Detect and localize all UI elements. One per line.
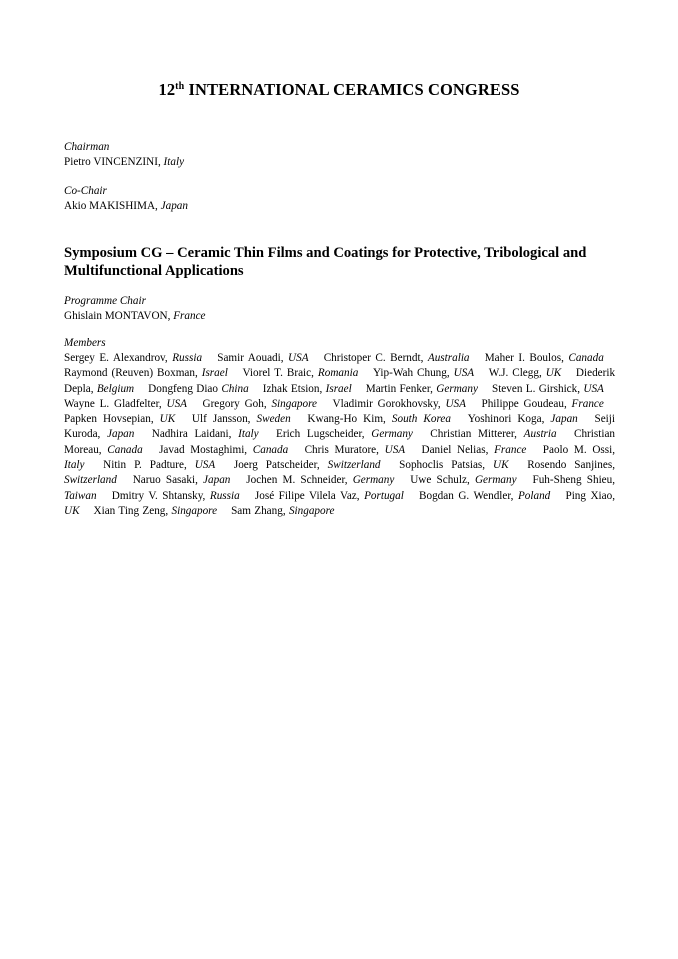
chairman-label: Chairman xyxy=(64,141,110,153)
member-country: Sweden xyxy=(256,413,291,426)
member-country: France xyxy=(494,443,527,456)
programme-chair-entry xyxy=(64,309,615,324)
member-country: Germany xyxy=(371,428,413,441)
member-country: Switzerland xyxy=(327,459,381,472)
member-name: Yoshinori Koga, xyxy=(467,413,551,426)
cochair-name: Akio MAKISHIMA, xyxy=(64,200,161,212)
member-country: Poland xyxy=(517,489,551,502)
symposium-title: Symposium CG – Ceramic Thin Films and Coatings for Protective, Tribological and Multifunctional Applications xyxy=(64,245,587,279)
member-country: Belgium xyxy=(96,382,135,395)
member-entry xyxy=(217,352,308,364)
member-name: Steven L. Girshick, xyxy=(491,382,584,395)
member-name: Dmitry V. Shtansky, xyxy=(111,489,210,502)
member-entry xyxy=(231,505,334,517)
member-entry xyxy=(112,490,240,502)
member-entry xyxy=(485,352,604,364)
member-entry xyxy=(333,398,466,410)
member-name: Daniel Nelias, xyxy=(421,443,495,456)
member-country: UK xyxy=(64,504,80,517)
member-entry xyxy=(64,352,202,364)
member-entry xyxy=(255,490,404,502)
member-entry xyxy=(152,428,259,440)
member-entry xyxy=(422,444,527,456)
congress-number: 12 xyxy=(158,80,176,99)
member-name: Papken Hovsepian, xyxy=(64,413,160,426)
member-country: Canada xyxy=(252,443,289,456)
member-name: Viorel T. Braic, xyxy=(242,367,318,380)
member-entry xyxy=(133,474,231,486)
member-entry xyxy=(94,505,218,517)
member-country: Japan xyxy=(550,413,578,426)
member-name: Joerg Patscheider, xyxy=(233,459,328,472)
member-entry xyxy=(430,428,556,440)
member-country: Portugal xyxy=(364,489,404,502)
member-country: USA xyxy=(453,367,475,380)
member-country: Japan xyxy=(203,474,231,487)
member-country: USA xyxy=(384,443,406,456)
member-country: UK xyxy=(159,413,176,426)
member-name: Seiji Kuroda, xyxy=(64,413,615,441)
member-entry xyxy=(263,383,352,395)
cochair-country: Japan xyxy=(160,200,188,212)
member-country: Israel xyxy=(201,367,228,380)
member-entry xyxy=(324,352,470,364)
member-country: UK xyxy=(493,459,509,472)
programme-chair-block xyxy=(64,294,615,324)
member-country: Switzerland xyxy=(64,474,117,487)
cochair-label: Co-Chair xyxy=(64,185,107,197)
member-name: Nitin P. Padture, xyxy=(103,459,195,472)
member-country: Singapore xyxy=(171,504,218,517)
member-country: Taiwan xyxy=(64,489,97,502)
member-name: Raymond (Reuven) Boxman, xyxy=(64,367,202,380)
member-name: Izhak Etsion, xyxy=(262,382,326,395)
member-country: USA xyxy=(194,459,216,472)
cochair-entry xyxy=(64,199,615,214)
member-name: Sam Zhang, xyxy=(231,504,289,517)
member-name: Wayne L. Gladfelter, xyxy=(64,397,167,410)
member-name: Chris Muratore, xyxy=(304,443,385,456)
cochair-block xyxy=(64,184,615,214)
member-country: USA xyxy=(166,397,188,410)
member-entry xyxy=(64,398,187,410)
member-name: Samir Aouadi, xyxy=(217,352,289,364)
member-name: Sophoclis Patsias, xyxy=(399,459,494,472)
member-entry xyxy=(489,367,561,379)
member-country: USA xyxy=(445,397,466,410)
member-entry xyxy=(192,413,291,425)
member-entry xyxy=(492,383,604,395)
member-country: France xyxy=(571,397,604,410)
member-country: Germany xyxy=(474,474,517,487)
member-country: South Korea xyxy=(391,413,451,426)
member-name: Bogdan G. Wendler, xyxy=(419,489,518,502)
chairman-block xyxy=(64,140,615,170)
member-country: USA xyxy=(583,382,604,395)
member-name: Xian Ting Zeng, xyxy=(93,504,172,517)
member-country: Germany xyxy=(436,382,478,395)
member-country: UK xyxy=(545,367,562,380)
member-entry xyxy=(366,383,478,395)
member-name: Erich Lugscheider, xyxy=(276,428,372,441)
member-entry xyxy=(399,459,508,471)
member-country: Japan xyxy=(107,428,135,441)
member-entry xyxy=(307,413,451,425)
member-country: Italy xyxy=(238,428,259,441)
member-name: Javad Mostaghimi, xyxy=(159,443,253,456)
member-name: Gregory Goh, xyxy=(202,397,272,410)
member-entry xyxy=(148,383,249,395)
chairman-name: Pietro VINCENZINI, xyxy=(64,156,164,168)
member-name: Vladimir Gorokhovsky, xyxy=(332,397,446,410)
member-name: Jochen M. Schneider, xyxy=(246,474,353,487)
member-name: Ping Xiao, xyxy=(565,489,616,502)
member-country: Canada xyxy=(107,443,143,456)
member-country: China xyxy=(221,382,249,395)
member-name: Philippe Goudeau, xyxy=(481,397,572,410)
member-entry xyxy=(246,474,394,486)
congress-name: INTERNATIONAL CERAMICS CONGRESS xyxy=(188,80,520,99)
member-entry xyxy=(468,413,578,425)
member-country: Italy xyxy=(64,459,85,472)
member-country: Canada xyxy=(568,352,604,364)
member-country: Russia xyxy=(172,352,203,364)
member-name: Fuh-Sheng Shieu, xyxy=(532,474,616,487)
member-entry xyxy=(481,398,603,410)
congress-number-suffix: th xyxy=(175,81,185,92)
member-name: Maher I. Boulos, xyxy=(484,352,569,364)
member-country: Russia xyxy=(209,489,240,502)
member-name: W.J. Clegg, xyxy=(488,367,546,380)
member-country: USA xyxy=(288,352,309,364)
member-name: Kwang-Ho Kim, xyxy=(307,413,392,426)
member-name: Christian Moreau, xyxy=(64,428,616,456)
chairman-entry xyxy=(64,155,615,170)
member-name: Martin Fenker, xyxy=(365,382,437,395)
member-entry xyxy=(159,444,288,456)
member-country: Singapore xyxy=(271,397,318,410)
member-entry xyxy=(410,474,516,486)
member-entry xyxy=(64,367,228,379)
programme-chair-country: France xyxy=(173,310,206,322)
member-name: Sergey E. Alexandrov, xyxy=(64,352,173,364)
member-country: Romania xyxy=(317,367,359,380)
programme-chair-label: Programme Chair xyxy=(64,295,146,307)
member-name: Yip-Wah Chung, xyxy=(372,367,454,380)
member-entry xyxy=(242,367,358,379)
member-entry xyxy=(64,413,175,425)
member-country: Germany xyxy=(352,474,395,487)
programme-chair-name: Ghislain MONTAVON, xyxy=(64,310,174,322)
member-country: Israel xyxy=(325,382,352,395)
member-name: José Filipe Vilela Vaz, xyxy=(254,489,365,502)
member-entry xyxy=(373,367,474,379)
member-entry xyxy=(103,459,215,471)
member-entry xyxy=(419,490,550,502)
member-name: Paolo M. Ossi, xyxy=(542,443,616,456)
member-name: Naruo Sasaki, xyxy=(132,474,204,487)
member-entry xyxy=(276,428,413,440)
members-label: Members xyxy=(64,337,106,349)
congress-title xyxy=(0,80,678,100)
member-entry xyxy=(234,459,381,471)
chairman-country: Italy xyxy=(163,156,185,168)
member-name: Christian Mitterer, xyxy=(430,428,524,441)
member-country: Austria xyxy=(523,428,557,441)
member-name: Uwe Schulz, xyxy=(410,474,475,487)
member-name: Dongfeng Diao xyxy=(148,382,222,395)
member-name: Ulf Jansson, xyxy=(191,413,257,426)
member-name: Diederik Depla, xyxy=(64,367,616,395)
member-entry xyxy=(305,444,406,456)
members-list xyxy=(64,351,615,519)
member-name: Christoper C. Berndt, xyxy=(323,352,428,364)
member-name: Rosendo Sanjines, xyxy=(527,459,616,472)
member-name: Nadhira Laidani, xyxy=(151,428,239,441)
member-entry xyxy=(203,398,318,410)
member-country: Singapore xyxy=(288,504,335,517)
members-label-block xyxy=(64,336,615,351)
member-country: Australia xyxy=(427,352,470,364)
